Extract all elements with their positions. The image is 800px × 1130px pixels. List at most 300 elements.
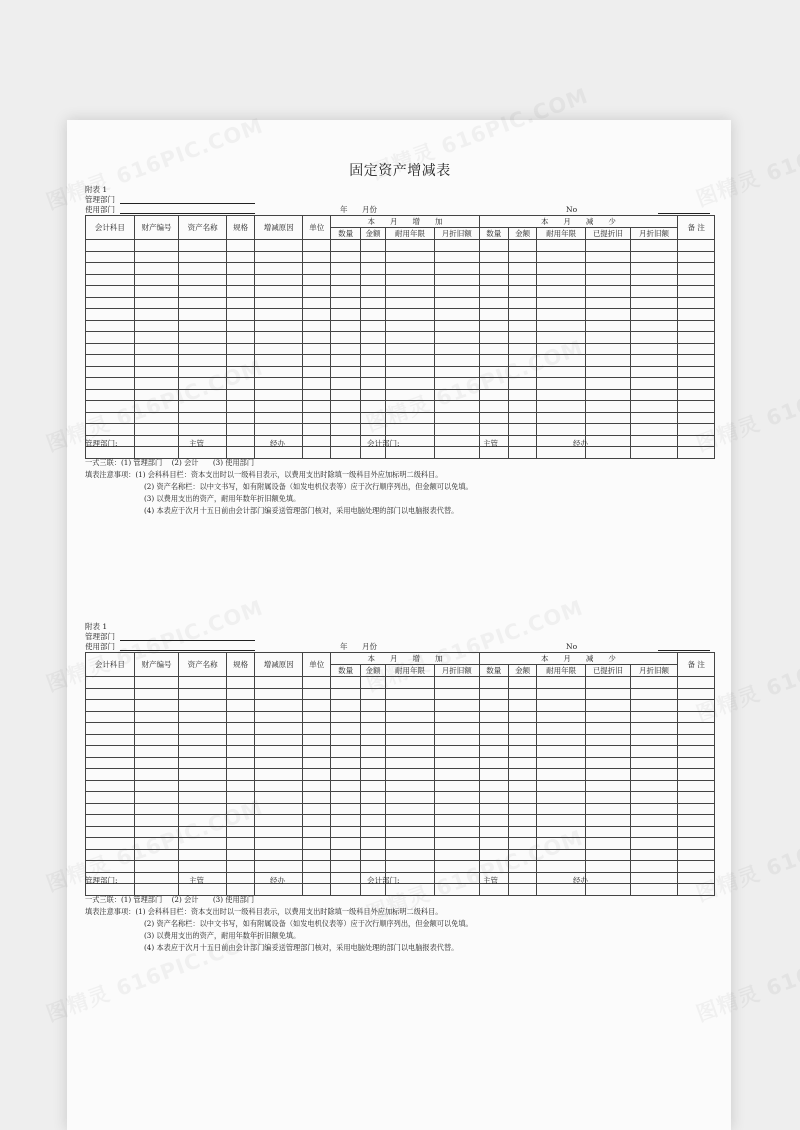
table-cell xyxy=(508,366,536,378)
table-cell xyxy=(508,780,536,792)
table-cell xyxy=(434,343,479,355)
table-cell xyxy=(508,355,536,367)
month-label: 月份 xyxy=(362,205,377,214)
table-cell xyxy=(134,332,179,344)
sub-header-inc-qty: 数量 xyxy=(331,665,360,677)
instructions-label: 填表注意事项： xyxy=(85,470,136,479)
table-cell xyxy=(386,677,435,689)
table-cell xyxy=(331,309,360,321)
table-cell xyxy=(537,309,586,321)
instructions-notes xyxy=(85,457,473,517)
table-cell xyxy=(255,343,303,355)
table-cell xyxy=(86,286,135,298)
table-cell xyxy=(434,286,479,298)
footer-supervisor-2: 主管 xyxy=(483,876,498,885)
table-cell xyxy=(303,688,331,700)
table-cell xyxy=(630,861,678,873)
table-cell xyxy=(331,734,360,746)
instruction-item: (4) 本表应于次月十五日前由会计部门编妥送管理部门核对，采用电脑处理的部门以电脑报表代替。 xyxy=(144,943,459,952)
footer-mgmt-dept: 管理部门: xyxy=(85,876,118,885)
table-cell xyxy=(86,251,135,263)
table-cell xyxy=(678,355,715,367)
table-cell xyxy=(586,757,631,769)
table-cell xyxy=(678,792,715,804)
table-cell xyxy=(179,297,227,309)
table-cell xyxy=(586,401,631,413)
instructions-line-1 xyxy=(85,469,473,481)
table-cell xyxy=(255,332,303,344)
table-cell xyxy=(226,757,254,769)
table-cell xyxy=(508,320,536,332)
table-cell xyxy=(86,769,135,781)
table-cell xyxy=(508,723,536,735)
table-cell xyxy=(360,274,385,286)
table-row xyxy=(86,240,715,252)
table-cell xyxy=(255,424,303,436)
table-cell xyxy=(303,251,331,263)
table-cell xyxy=(386,711,435,723)
table-cell xyxy=(360,792,385,804)
table-cell xyxy=(331,343,360,355)
table-cell xyxy=(360,826,385,838)
table-cell xyxy=(179,378,227,390)
table-cell xyxy=(86,424,135,436)
table-cell xyxy=(508,412,536,424)
table-cell xyxy=(179,286,227,298)
table-cell xyxy=(586,286,631,298)
table-cell xyxy=(630,332,678,344)
table-cell xyxy=(630,412,678,424)
table-cell xyxy=(386,424,435,436)
table-cell xyxy=(479,711,508,723)
table-cell xyxy=(508,757,536,769)
table-cell xyxy=(434,401,479,413)
table-cell xyxy=(226,309,254,321)
table-row xyxy=(86,274,715,286)
table-cell xyxy=(331,861,360,873)
table-cell xyxy=(479,861,508,873)
col-group-increase: 本 月 增 加 xyxy=(331,653,479,665)
table-cell xyxy=(331,838,360,850)
table-cell xyxy=(303,320,331,332)
table-cell xyxy=(134,757,179,769)
table-cell xyxy=(479,826,508,838)
table-cell xyxy=(331,700,360,712)
table-cell xyxy=(508,378,536,390)
mgmt-dept-line xyxy=(120,203,255,204)
table-cell xyxy=(179,320,227,332)
col-header-asset-no: 财产编号 xyxy=(134,216,179,240)
table-cell xyxy=(134,872,179,884)
table-cell xyxy=(479,297,508,309)
table-cell xyxy=(386,849,435,861)
table-cell xyxy=(508,861,536,873)
table-cell xyxy=(678,815,715,827)
table-cell xyxy=(479,355,508,367)
table-cell xyxy=(508,677,536,689)
table-cell xyxy=(303,309,331,321)
table-row xyxy=(86,297,715,309)
table-cell xyxy=(134,240,179,252)
table-cell xyxy=(134,343,179,355)
col-header-asset-name: 资产名称 xyxy=(179,653,227,677)
table-cell xyxy=(434,251,479,263)
table-cell xyxy=(386,401,435,413)
table-cell xyxy=(255,320,303,332)
table-cell xyxy=(678,688,715,700)
table-cell xyxy=(537,746,586,758)
table-cell xyxy=(586,263,631,275)
table-cell xyxy=(537,849,586,861)
table-cell xyxy=(86,746,135,758)
table-cell xyxy=(537,240,586,252)
table-cell xyxy=(360,263,385,275)
table-cell xyxy=(86,734,135,746)
table-cell xyxy=(331,251,360,263)
table-cell xyxy=(586,884,631,896)
table-cell xyxy=(434,757,479,769)
table-cell xyxy=(226,803,254,815)
table-cell xyxy=(360,780,385,792)
table-cell xyxy=(678,378,715,390)
table-cell xyxy=(630,343,678,355)
table-row xyxy=(86,412,715,424)
table-cell xyxy=(678,263,715,275)
table-cell xyxy=(537,803,586,815)
table-cell xyxy=(86,849,135,861)
table-cell xyxy=(134,435,179,447)
table-row xyxy=(86,769,715,781)
table-row xyxy=(86,872,715,884)
table-cell xyxy=(303,677,331,689)
copies-note: 一式三联：(1) 管理部门 (2) 会计 (3) 使用部门 xyxy=(85,458,255,467)
table-cell xyxy=(331,435,360,447)
table-cell xyxy=(134,251,179,263)
table-cell xyxy=(537,366,586,378)
table-cell xyxy=(508,424,536,436)
table-row xyxy=(86,826,715,838)
table-cell xyxy=(331,792,360,804)
table-cell xyxy=(303,803,331,815)
table-cell xyxy=(360,688,385,700)
table-cell xyxy=(179,757,227,769)
table-cell xyxy=(479,780,508,792)
table-cell xyxy=(586,251,631,263)
table-cell xyxy=(386,286,435,298)
table-cell xyxy=(537,297,586,309)
table-cell xyxy=(303,757,331,769)
table-cell xyxy=(360,297,385,309)
table-cell xyxy=(537,884,586,896)
table-cell xyxy=(479,677,508,689)
table-cell xyxy=(303,378,331,390)
table-cell xyxy=(508,274,536,286)
instruction-item: (1) 会科科目栏：资本支出时以一级科目表示，以费用支出时除填一级科目外应加标明二级科目。 xyxy=(135,470,443,479)
table-cell xyxy=(434,378,479,390)
table-cell xyxy=(179,389,227,401)
table-cell xyxy=(479,251,508,263)
table-cell xyxy=(255,309,303,321)
table-cell xyxy=(179,401,227,413)
table-cell xyxy=(179,700,227,712)
table-cell xyxy=(479,320,508,332)
table-cell xyxy=(226,378,254,390)
table-cell xyxy=(134,826,179,838)
table-cell xyxy=(479,309,508,321)
table-cell xyxy=(360,803,385,815)
instructions-line-1 xyxy=(85,906,473,918)
table-cell xyxy=(479,792,508,804)
table-cell xyxy=(360,320,385,332)
table-cell xyxy=(331,240,360,252)
table-cell xyxy=(360,849,385,861)
table-cell xyxy=(134,401,179,413)
table-row xyxy=(86,286,715,298)
table-cell xyxy=(479,332,508,344)
no-label: No xyxy=(566,642,578,651)
table-cell xyxy=(331,711,360,723)
sub-header-inc-life: 耐用年限 xyxy=(386,228,435,240)
footer-handler-2: 经办 xyxy=(573,439,588,448)
mgmt-dept-label: 管理部门 xyxy=(85,632,115,641)
table-cell xyxy=(179,838,227,850)
table-cell xyxy=(255,746,303,758)
sub-header-inc-monthly_dep: 月折旧额 xyxy=(434,665,479,677)
table-cell xyxy=(508,343,536,355)
table-cell xyxy=(630,355,678,367)
table-cell xyxy=(331,723,360,735)
table-cell xyxy=(255,355,303,367)
col-group-increase: 本 月 增 加 xyxy=(331,216,479,228)
mgmt-dept-line xyxy=(120,640,255,641)
table-cell xyxy=(134,274,179,286)
table-cell xyxy=(479,723,508,735)
table-cell xyxy=(479,734,508,746)
table-cell xyxy=(360,366,385,378)
table-cell xyxy=(134,355,179,367)
table-cell xyxy=(134,263,179,275)
sub-header-dec-amount: 金额 xyxy=(508,665,536,677)
table-cell xyxy=(678,309,715,321)
table-cell xyxy=(226,723,254,735)
table-cell xyxy=(508,447,536,459)
table-row xyxy=(86,734,715,746)
table-cell xyxy=(226,700,254,712)
table-cell xyxy=(434,872,479,884)
table-cell xyxy=(331,780,360,792)
use-dept-label: 使用部门 xyxy=(85,642,115,651)
table-cell xyxy=(630,803,678,815)
table-cell xyxy=(586,861,631,873)
table-cell xyxy=(179,240,227,252)
table-cell xyxy=(360,401,385,413)
year-label: 年 xyxy=(340,642,348,651)
table-cell xyxy=(630,424,678,436)
table-cell xyxy=(678,849,715,861)
table-cell xyxy=(537,769,586,781)
table-cell xyxy=(386,343,435,355)
table-cell xyxy=(434,274,479,286)
table-cell xyxy=(255,688,303,700)
col-header-asset-no: 财产编号 xyxy=(134,653,179,677)
table-cell xyxy=(303,366,331,378)
col-header-spec: 规格 xyxy=(226,653,254,677)
page-title: 固定资产增减表 xyxy=(349,163,451,179)
table-cell xyxy=(508,251,536,263)
table-cell xyxy=(331,826,360,838)
table-cell xyxy=(586,320,631,332)
table-cell xyxy=(226,366,254,378)
table-cell xyxy=(586,389,631,401)
table-row xyxy=(86,251,715,263)
table-cell xyxy=(586,274,631,286)
table-cell xyxy=(303,263,331,275)
table-cell xyxy=(255,401,303,413)
table-cell xyxy=(179,734,227,746)
table-cell xyxy=(255,838,303,850)
table-cell xyxy=(537,355,586,367)
sub-header-dec-monthly_dep: 月折旧额 xyxy=(630,665,678,677)
table-cell xyxy=(226,355,254,367)
table-cell xyxy=(255,849,303,861)
table-cell xyxy=(508,746,536,758)
table-cell xyxy=(360,746,385,758)
table-cell xyxy=(331,378,360,390)
table-cell xyxy=(134,838,179,850)
table-cell xyxy=(434,780,479,792)
table-cell xyxy=(630,723,678,735)
table-cell xyxy=(226,251,254,263)
footer-handler: 经办 xyxy=(270,439,285,448)
copies-note: 一式三联：(1) 管理部门 (2) 会计 (3) 使用部门 xyxy=(85,895,255,904)
table-cell xyxy=(537,332,586,344)
table-cell xyxy=(630,240,678,252)
table-cell xyxy=(630,780,678,792)
table-cell xyxy=(678,872,715,884)
table-cell xyxy=(303,286,331,298)
table-cell xyxy=(386,274,435,286)
table-cell xyxy=(586,769,631,781)
table-cell xyxy=(331,320,360,332)
table-cell xyxy=(226,826,254,838)
table-row xyxy=(86,435,715,447)
table-cell xyxy=(134,309,179,321)
table-cell xyxy=(678,251,715,263)
table-cell xyxy=(434,263,479,275)
table-cell xyxy=(360,723,385,735)
table-row xyxy=(86,343,715,355)
col-header-reason: 增减原因 xyxy=(255,653,303,677)
table-cell xyxy=(586,803,631,815)
table-cell xyxy=(630,711,678,723)
table-cell xyxy=(586,792,631,804)
footer-handler-2: 经办 xyxy=(573,876,588,885)
table-cell xyxy=(86,688,135,700)
table-cell xyxy=(479,343,508,355)
table-cell xyxy=(360,343,385,355)
table-cell xyxy=(678,757,715,769)
table-cell xyxy=(331,815,360,827)
table-cell xyxy=(508,688,536,700)
table-cell xyxy=(479,700,508,712)
table-cell xyxy=(586,435,631,447)
table-cell xyxy=(537,343,586,355)
table-cell xyxy=(630,884,678,896)
table-cell xyxy=(630,849,678,861)
table-cell xyxy=(331,286,360,298)
table-cell xyxy=(255,769,303,781)
table-cell xyxy=(678,297,715,309)
table-cell xyxy=(134,861,179,873)
table-cell xyxy=(303,274,331,286)
table-cell xyxy=(134,677,179,689)
table-cell xyxy=(255,677,303,689)
table-cell xyxy=(86,240,135,252)
table-cell xyxy=(537,861,586,873)
table-cell xyxy=(434,240,479,252)
table-cell xyxy=(86,792,135,804)
table-cell xyxy=(255,803,303,815)
table-cell xyxy=(360,332,385,344)
table-row xyxy=(86,838,715,850)
table-cell xyxy=(678,332,715,344)
table-cell xyxy=(479,803,508,815)
table-cell xyxy=(586,332,631,344)
table-cell xyxy=(630,366,678,378)
table-cell xyxy=(303,723,331,735)
table-cell xyxy=(386,815,435,827)
table-cell xyxy=(586,815,631,827)
table-cell xyxy=(303,769,331,781)
sub-header-dec-accum_dep: 已提折旧 xyxy=(586,665,631,677)
table-cell xyxy=(179,815,227,827)
table-cell xyxy=(134,769,179,781)
table-cell xyxy=(179,366,227,378)
use-dept-line xyxy=(120,213,255,214)
table-cell xyxy=(303,332,331,344)
table-cell xyxy=(678,447,715,459)
table-cell xyxy=(537,711,586,723)
table-cell xyxy=(255,792,303,804)
col-header-account: 会计科目 xyxy=(86,653,135,677)
col-header-unit: 单位 xyxy=(303,216,331,240)
col-header-remarks: 备 注 xyxy=(678,653,715,677)
table-row xyxy=(86,401,715,413)
table-cell xyxy=(537,274,586,286)
table-cell xyxy=(586,872,631,884)
table-cell xyxy=(86,711,135,723)
table-cell xyxy=(226,746,254,758)
table-cell xyxy=(386,378,435,390)
table-cell xyxy=(630,826,678,838)
table-cell xyxy=(255,286,303,298)
table-cell xyxy=(508,826,536,838)
table-cell xyxy=(434,711,479,723)
table-cell xyxy=(331,412,360,424)
table-cell xyxy=(179,412,227,424)
table-cell xyxy=(630,688,678,700)
table-cell xyxy=(360,424,385,436)
table-cell xyxy=(678,734,715,746)
table-cell xyxy=(630,677,678,689)
table-cell xyxy=(479,884,508,896)
table-cell xyxy=(479,378,508,390)
table-cell xyxy=(586,677,631,689)
table-cell xyxy=(537,286,586,298)
table-cell xyxy=(630,734,678,746)
table-cell xyxy=(479,412,508,424)
table-cell xyxy=(630,447,678,459)
